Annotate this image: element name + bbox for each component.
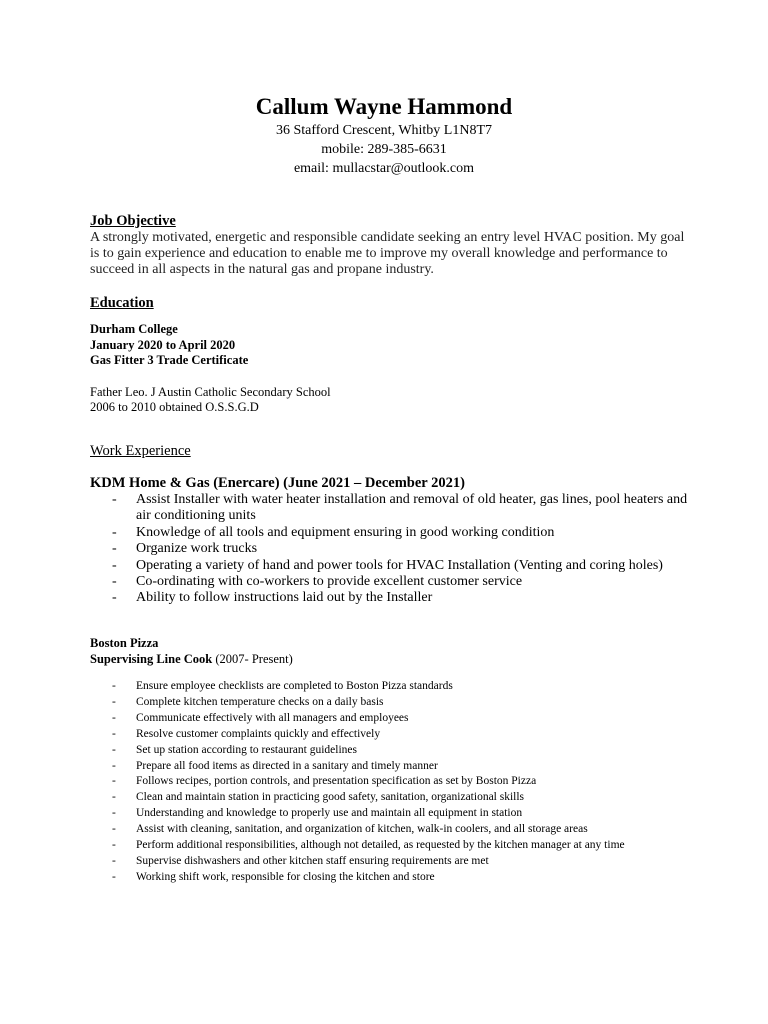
email-address: email: mullacstar@outlook.com	[293, 161, 475, 176]
list-item: - Operating a variety of hand and power tools for HVAC Installation (Venting and coring holes)	[112, 557, 663, 573]
work-heading: Work Experience	[90, 443, 191, 459]
list-item: - Set up station according to restaurant guidelines	[112, 743, 357, 756]
college-certificate: Gas Fitter 3 Trade Certificate	[90, 353, 249, 367]
objective-heading: Job Objective	[90, 213, 176, 229]
kdm-job-title: KDM Home & Gas (Enercare) (June 2021 – December 2021)	[90, 475, 465, 491]
school-detail: 2006 to 2010 obtained O.S.S.G.D	[90, 400, 259, 414]
school-name: Father Leo. J Austin Catholic Secondary School	[90, 384, 331, 399]
list-item: - Communicate effectively with all managers and employees	[112, 711, 409, 724]
list-item: - Ensure employee checklists are completed to Boston Pizza standards	[112, 680, 453, 692]
resume-header	[0, 93, 768, 178]
list-item: - Perform additional responsibilities, although not detailed, as requested by the kitchen manager at any time	[112, 839, 625, 852]
list-item: - Resolve customer complaints quickly and effectively	[112, 727, 381, 740]
list-item: - Co-ordinating with co-workers to provide excellent customer service	[112, 574, 523, 590]
list-item: - Assist with cleaning, sanitation, and organization of kitchen, walk-in coolers, and all storage areas	[112, 823, 588, 836]
list-item: - Follows recipes, portion controls, and presentation specification as set by Boston Pizza	[112, 775, 537, 788]
college-name: Durham College	[90, 322, 178, 336]
list-item: - Complete kitchen temperature checks on a daily basis	[112, 695, 384, 708]
kdm-duties-list	[90, 492, 690, 607]
list-item: - Ability to follow instructions laid out by the Installer	[112, 590, 433, 606]
education-heading: Education	[90, 295, 154, 311]
position-title: Supervising Line Cook	[90, 651, 213, 666]
list-item: - Prepare all food items as directed in a sanitary and timely manner	[112, 759, 438, 772]
address: 36 Stafford Crescent, Whitby L1N8T7	[275, 123, 493, 138]
list-item: - Understanding and knowledge to properly use and maintain all equipment in station	[112, 807, 523, 820]
work-section	[90, 442, 690, 607]
objective-text: A strongly motivated, energetic and responsible candidate seeking an entry level HVAC position. My goal is to gain experience and education to enable me to improve my overall knowledge and performance to succeed in all aspects in the natural gas and propane industry.	[90, 230, 685, 277]
boston-pizza-duties-list	[90, 679, 690, 886]
college-dates: January 2020 to April 2020	[90, 337, 236, 352]
education-section	[90, 294, 690, 416]
list-item: - Knowledge of all tools and equipment ensuring in good working condition	[112, 524, 555, 540]
objective-section	[90, 212, 690, 278]
list-item: - Clean and maintain station in practicing good safety, sanitation, organizational skills	[112, 791, 525, 804]
position-period: (2007- Present)	[212, 651, 293, 666]
list-item: - Assist Installer with water heater installation and removal of old heater, gas lines, pool heaters and air conditioning units	[112, 492, 688, 524]
mobile-number: mobile: 289-385-6631	[321, 142, 447, 157]
list-item: - Organize work trucks	[112, 541, 258, 557]
candidate-name: Callum Wayne Hammond	[255, 94, 513, 119]
list-item: - Working shift work, responsible for closing the kitchen and store	[112, 870, 435, 883]
position-line	[90, 652, 690, 668]
list-item: - Supervise dishwashers and other kitchen staff ensuring requirements are met	[112, 854, 489, 867]
boston-pizza-section	[90, 636, 690, 886]
employer-name: Boston Pizza	[90, 636, 159, 650]
